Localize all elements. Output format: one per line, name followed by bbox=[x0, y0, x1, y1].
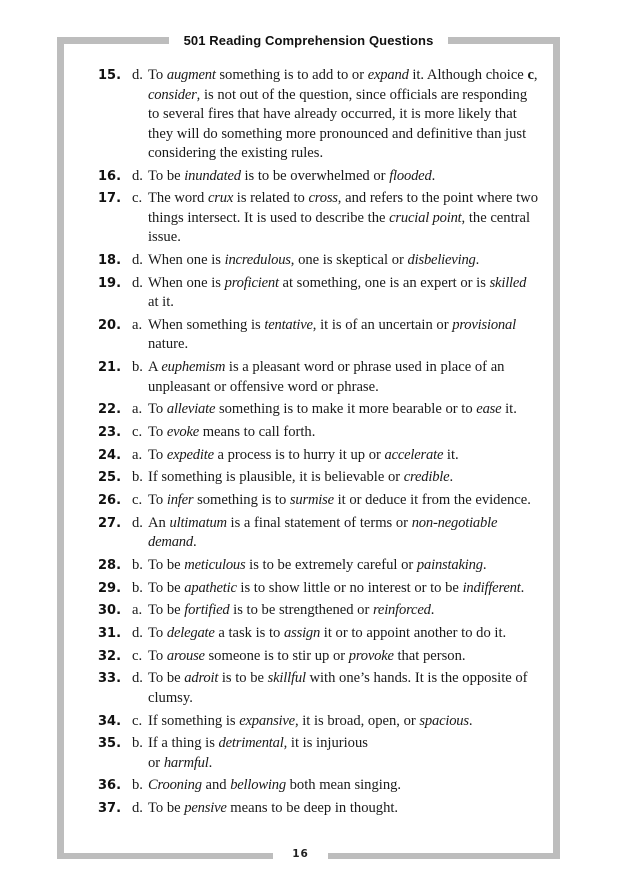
answer-explanation bbox=[148, 800, 398, 816]
explanation-text: is related to bbox=[233, 190, 309, 207]
answer-explanation bbox=[148, 317, 516, 353]
answer-letter: d. bbox=[132, 800, 143, 817]
emphasized-term: incredulous bbox=[224, 252, 291, 269]
explanation-text: To bbox=[148, 424, 167, 440]
answer-letter: c. bbox=[132, 190, 143, 207]
explanation-text: someone is to stir up or bbox=[204, 647, 349, 664]
answer-letter: d. bbox=[132, 514, 143, 531]
explanation-text: , it is of an uncertain or bbox=[312, 316, 453, 333]
answer-letter: d. bbox=[132, 274, 143, 291]
explanation-text: , is not out of the question, since officials are responding to several fires that have already occurred, it is more likely that they will do something more pronounced and definitive than just considering the existing rules. bbox=[148, 86, 528, 161]
emphasized-term: infer bbox=[166, 492, 194, 509]
explanation-text: it or to appoint another to do it. bbox=[320, 625, 507, 641]
emphasized-term: detrimental bbox=[218, 735, 284, 752]
frame-right-border bbox=[553, 37, 560, 859]
answer-letter: a. bbox=[132, 316, 143, 333]
answer-entry bbox=[98, 734, 538, 773]
answer-entry bbox=[98, 514, 538, 553]
frame-top-left-border bbox=[57, 37, 169, 44]
explanation-text: . bbox=[431, 167, 436, 184]
answer-explanation bbox=[148, 469, 453, 485]
explanation-text: To bbox=[148, 67, 167, 83]
question-number: 32. bbox=[98, 648, 122, 664]
explanation-text: is to be bbox=[218, 670, 268, 687]
explanation-text: , bbox=[533, 67, 538, 83]
question-number: 36. bbox=[98, 778, 122, 794]
emphasized-term: credible bbox=[403, 469, 450, 486]
explanation-text: . bbox=[475, 252, 480, 269]
explanation-text: at something, one is an expert or is bbox=[278, 274, 490, 291]
answer-entry bbox=[98, 251, 538, 271]
emphasized-term: expedite bbox=[166, 446, 214, 463]
explanation-text: something is to bbox=[193, 492, 290, 509]
explanation-text: is to be overwhelmed or bbox=[240, 167, 390, 184]
question-number: 25. bbox=[98, 470, 122, 486]
question-number: 28. bbox=[98, 557, 122, 573]
answer-entry bbox=[98, 712, 538, 732]
answer-entry bbox=[98, 316, 538, 355]
explanation-text: with one’s hands. It is the opposite of clumsy. bbox=[148, 670, 528, 706]
emphasized-term: arouse bbox=[166, 647, 205, 664]
answer-explanation bbox=[148, 557, 486, 573]
explanation-text: . bbox=[449, 469, 454, 486]
explanation-text: To be bbox=[148, 167, 185, 184]
emphasized-term: ultimatum bbox=[169, 514, 227, 531]
answer-letter: a. bbox=[132, 602, 143, 619]
question-number: 31. bbox=[98, 626, 122, 641]
emphasized-term: proficient bbox=[224, 274, 279, 291]
running-head: 501 Reading Comprehension Questions bbox=[183, 33, 434, 48]
answer-explanation bbox=[148, 735, 368, 771]
explanation-text: , and refers to the point where two things intersect. It is used to describe the bbox=[148, 190, 538, 226]
explanation-text: An bbox=[148, 514, 170, 531]
answer-entry bbox=[98, 647, 538, 667]
emphasized-term: fortified bbox=[184, 602, 230, 619]
answer-entry bbox=[98, 274, 538, 313]
question-number: 33. bbox=[98, 671, 122, 687]
explanation-text: a task is to bbox=[214, 625, 285, 641]
answer-letter: a. bbox=[132, 401, 143, 418]
answer-entry bbox=[98, 189, 538, 248]
emphasized-term: meticulous bbox=[184, 556, 246, 573]
choice-reference: c bbox=[527, 67, 534, 83]
emphasized-term: surmise bbox=[289, 492, 334, 509]
emphasized-term: delegate bbox=[166, 625, 215, 641]
explanation-text: it. bbox=[501, 401, 517, 418]
emphasized-term: provoke bbox=[348, 647, 394, 664]
emphasized-term: reinforced bbox=[372, 602, 431, 619]
emphasized-term: cross bbox=[308, 190, 338, 207]
question-number: 22. bbox=[98, 402, 122, 418]
emphasized-term: crucial point bbox=[389, 209, 462, 226]
question-number: 19. bbox=[98, 275, 122, 291]
answer-letter: b. bbox=[132, 359, 143, 376]
answer-entry bbox=[98, 468, 538, 488]
explanation-text: both mean singing. bbox=[285, 777, 402, 794]
explanation-text: . bbox=[193, 534, 197, 551]
question-number: 26. bbox=[98, 493, 122, 509]
explanation-text: . bbox=[430, 602, 435, 619]
explanation-text: it. bbox=[443, 446, 459, 463]
emphasized-term: adroit bbox=[184, 670, 219, 687]
explanation-text: , it is broad, open, or bbox=[294, 712, 420, 729]
answer-entry bbox=[98, 167, 538, 187]
explanation-text: To bbox=[148, 625, 167, 641]
answer-explanation bbox=[148, 275, 526, 311]
answer-letter: c. bbox=[132, 712, 143, 729]
explanation-text: . bbox=[208, 754, 213, 771]
answer-explanation bbox=[148, 713, 473, 729]
explanation-text: The word bbox=[148, 190, 208, 207]
explanation-text: it or deduce it from the evidence. bbox=[333, 492, 531, 509]
answer-entry bbox=[98, 624, 538, 644]
question-number: 16. bbox=[98, 168, 122, 184]
emphasized-term: flooded bbox=[389, 167, 432, 184]
explanation-text: is to be extremely careful or bbox=[245, 556, 417, 573]
answer-letter: b. bbox=[132, 735, 143, 752]
answer-explanation bbox=[148, 168, 435, 184]
answer-entry bbox=[98, 776, 538, 796]
frame-top-right-border bbox=[448, 37, 560, 44]
explanation-text: or bbox=[148, 754, 164, 771]
question-number: 15. bbox=[98, 68, 122, 83]
emphasized-term: ease bbox=[476, 401, 502, 418]
explanation-text: To be bbox=[148, 670, 185, 687]
answer-explanation bbox=[148, 424, 315, 440]
emphasized-term: Crooning bbox=[148, 777, 202, 794]
explanation-text: To be bbox=[148, 579, 185, 596]
explanation-text: is to show little or no interest or to be bbox=[236, 579, 463, 596]
explanation-text: that person. bbox=[393, 647, 466, 664]
emphasized-term: augment bbox=[166, 67, 216, 83]
answer-entry bbox=[98, 799, 538, 819]
explanation-text: is to be strengthened or bbox=[229, 602, 373, 619]
explanation-text: To be bbox=[148, 800, 185, 817]
explanation-text: . bbox=[482, 556, 487, 573]
explanation-text: To bbox=[148, 647, 167, 664]
answer-entry bbox=[98, 556, 538, 576]
answer-letter: d. bbox=[132, 67, 143, 83]
answer-letter: b. bbox=[132, 777, 143, 794]
emphasized-term: skilled bbox=[489, 274, 527, 291]
answer-explanation bbox=[148, 447, 459, 463]
answer-letter: d. bbox=[132, 167, 143, 184]
explanation-text: something is to add to or bbox=[215, 67, 368, 83]
emphasized-term: tentative bbox=[264, 316, 313, 333]
explanation-text: at it. bbox=[148, 294, 174, 311]
question-number: 27. bbox=[98, 515, 122, 531]
explanation-text: A bbox=[148, 359, 162, 376]
answer-entry bbox=[98, 423, 538, 443]
explanation-text: is a pleasant word or phrase used in place of an unpleasant or offensive word or phrase. bbox=[148, 359, 505, 395]
answer-explanation bbox=[148, 580, 524, 596]
question-number: 23. bbox=[98, 425, 122, 440]
frame-bottom-right-border bbox=[328, 853, 560, 859]
explanation-text: , one is skeptical or bbox=[290, 252, 408, 269]
answer-explanation bbox=[148, 777, 401, 793]
emphasized-term: provisional bbox=[452, 316, 516, 333]
explanation-text: To bbox=[148, 401, 167, 418]
question-number: 17. bbox=[98, 191, 122, 207]
answer-explanation bbox=[148, 492, 531, 508]
question-number: 24. bbox=[98, 447, 122, 463]
emphasized-term: indifferent bbox=[462, 579, 521, 596]
explanation-text: When one is bbox=[148, 252, 225, 269]
answer-list bbox=[98, 66, 538, 822]
explanation-text: . bbox=[520, 579, 525, 596]
answer-entry bbox=[98, 358, 538, 397]
explanation-text: a process is to hurry it up or bbox=[213, 446, 385, 463]
answer-letter: a. bbox=[132, 446, 143, 463]
emphasized-term: expand bbox=[367, 67, 409, 83]
explanation-text: nature. bbox=[148, 336, 189, 353]
answer-explanation bbox=[148, 190, 538, 245]
explanation-text: If something is plausible, it is believable or bbox=[148, 469, 404, 486]
question-number: 30. bbox=[98, 603, 122, 619]
frame-bottom-left-border bbox=[57, 853, 273, 859]
answer-explanation bbox=[148, 515, 497, 551]
answer-letter: c. bbox=[132, 424, 143, 440]
emphasized-term: assign bbox=[284, 625, 321, 641]
answer-letter: b. bbox=[132, 579, 143, 596]
answer-entry bbox=[98, 669, 538, 708]
question-number: 35. bbox=[98, 736, 122, 752]
explanation-text: means to call forth. bbox=[199, 424, 316, 440]
answer-explanation bbox=[148, 359, 504, 395]
emphasized-term: crux bbox=[207, 190, 234, 207]
emphasized-term: harmful bbox=[163, 754, 209, 771]
answer-entry bbox=[98, 601, 538, 621]
question-number: 20. bbox=[98, 317, 122, 333]
explanation-text: To be bbox=[148, 602, 185, 619]
emphasized-term: accelerate bbox=[384, 446, 444, 463]
emphasized-term: painstaking bbox=[416, 556, 483, 573]
emphasized-term: inundated bbox=[184, 167, 241, 184]
explanation-text: If a thing is bbox=[148, 735, 219, 752]
explanation-text: means to be deep in thought. bbox=[226, 800, 399, 817]
answer-explanation bbox=[148, 670, 528, 706]
answer-letter: d. bbox=[132, 252, 143, 269]
explanation-text: When one is bbox=[148, 274, 225, 291]
question-number: 18. bbox=[98, 253, 122, 269]
answer-letter: d. bbox=[132, 625, 143, 641]
answer-explanation bbox=[148, 602, 434, 618]
answer-letter: c. bbox=[132, 492, 143, 509]
answer-explanation bbox=[148, 67, 538, 161]
page-number: 16 bbox=[292, 848, 309, 860]
emphasized-term: evoke bbox=[166, 424, 200, 440]
explanation-text: , the central issue. bbox=[148, 209, 531, 246]
explanation-text: is a final statement of terms or bbox=[226, 514, 412, 531]
emphasized-term: pensive bbox=[184, 800, 227, 817]
emphasized-term: apathetic bbox=[184, 579, 237, 596]
explanation-text: To be bbox=[148, 556, 185, 573]
answer-letter: b. bbox=[132, 469, 143, 486]
emphasized-term: non-negotiable demand bbox=[148, 514, 498, 551]
emphasized-term: consider bbox=[148, 86, 197, 103]
answer-entry bbox=[98, 579, 538, 599]
explanation-text: , it is injurious bbox=[283, 735, 368, 752]
explanation-text: something is to make it more bearable or to bbox=[215, 401, 477, 418]
answer-explanation bbox=[148, 625, 506, 641]
answer-entry bbox=[98, 446, 538, 466]
emphasized-term: expansive bbox=[239, 712, 295, 729]
explanation-text: . bbox=[468, 712, 473, 729]
answer-letter: b. bbox=[132, 556, 143, 573]
answer-entry bbox=[98, 491, 538, 511]
explanation-text: If something is bbox=[148, 712, 240, 729]
emphasized-term: disbelieving bbox=[407, 252, 476, 269]
emphasized-term: bellowing bbox=[230, 777, 286, 794]
explanation-text: When something is bbox=[148, 316, 265, 333]
frame-left-border bbox=[57, 37, 64, 859]
explanation-text: To bbox=[148, 492, 167, 509]
question-number: 21. bbox=[98, 360, 122, 376]
answer-explanation bbox=[148, 401, 517, 417]
explanation-text: it. Although choice bbox=[408, 67, 528, 83]
answer-entry bbox=[98, 66, 538, 164]
question-number: 37. bbox=[98, 801, 122, 817]
answer-letter: d. bbox=[132, 670, 143, 687]
emphasized-term: spacious bbox=[419, 712, 469, 729]
explanation-text: To bbox=[148, 446, 167, 463]
question-number: 34. bbox=[98, 713, 122, 729]
explanation-text: and bbox=[201, 777, 231, 794]
emphasized-term: euphemism bbox=[161, 359, 226, 376]
answer-entry bbox=[98, 400, 538, 420]
emphasized-term: skillful bbox=[267, 670, 306, 687]
question-number: 29. bbox=[98, 580, 122, 596]
emphasized-term: alleviate bbox=[166, 401, 216, 418]
answer-explanation bbox=[148, 252, 479, 268]
answer-letter: c. bbox=[132, 647, 143, 664]
answer-explanation bbox=[148, 648, 466, 664]
